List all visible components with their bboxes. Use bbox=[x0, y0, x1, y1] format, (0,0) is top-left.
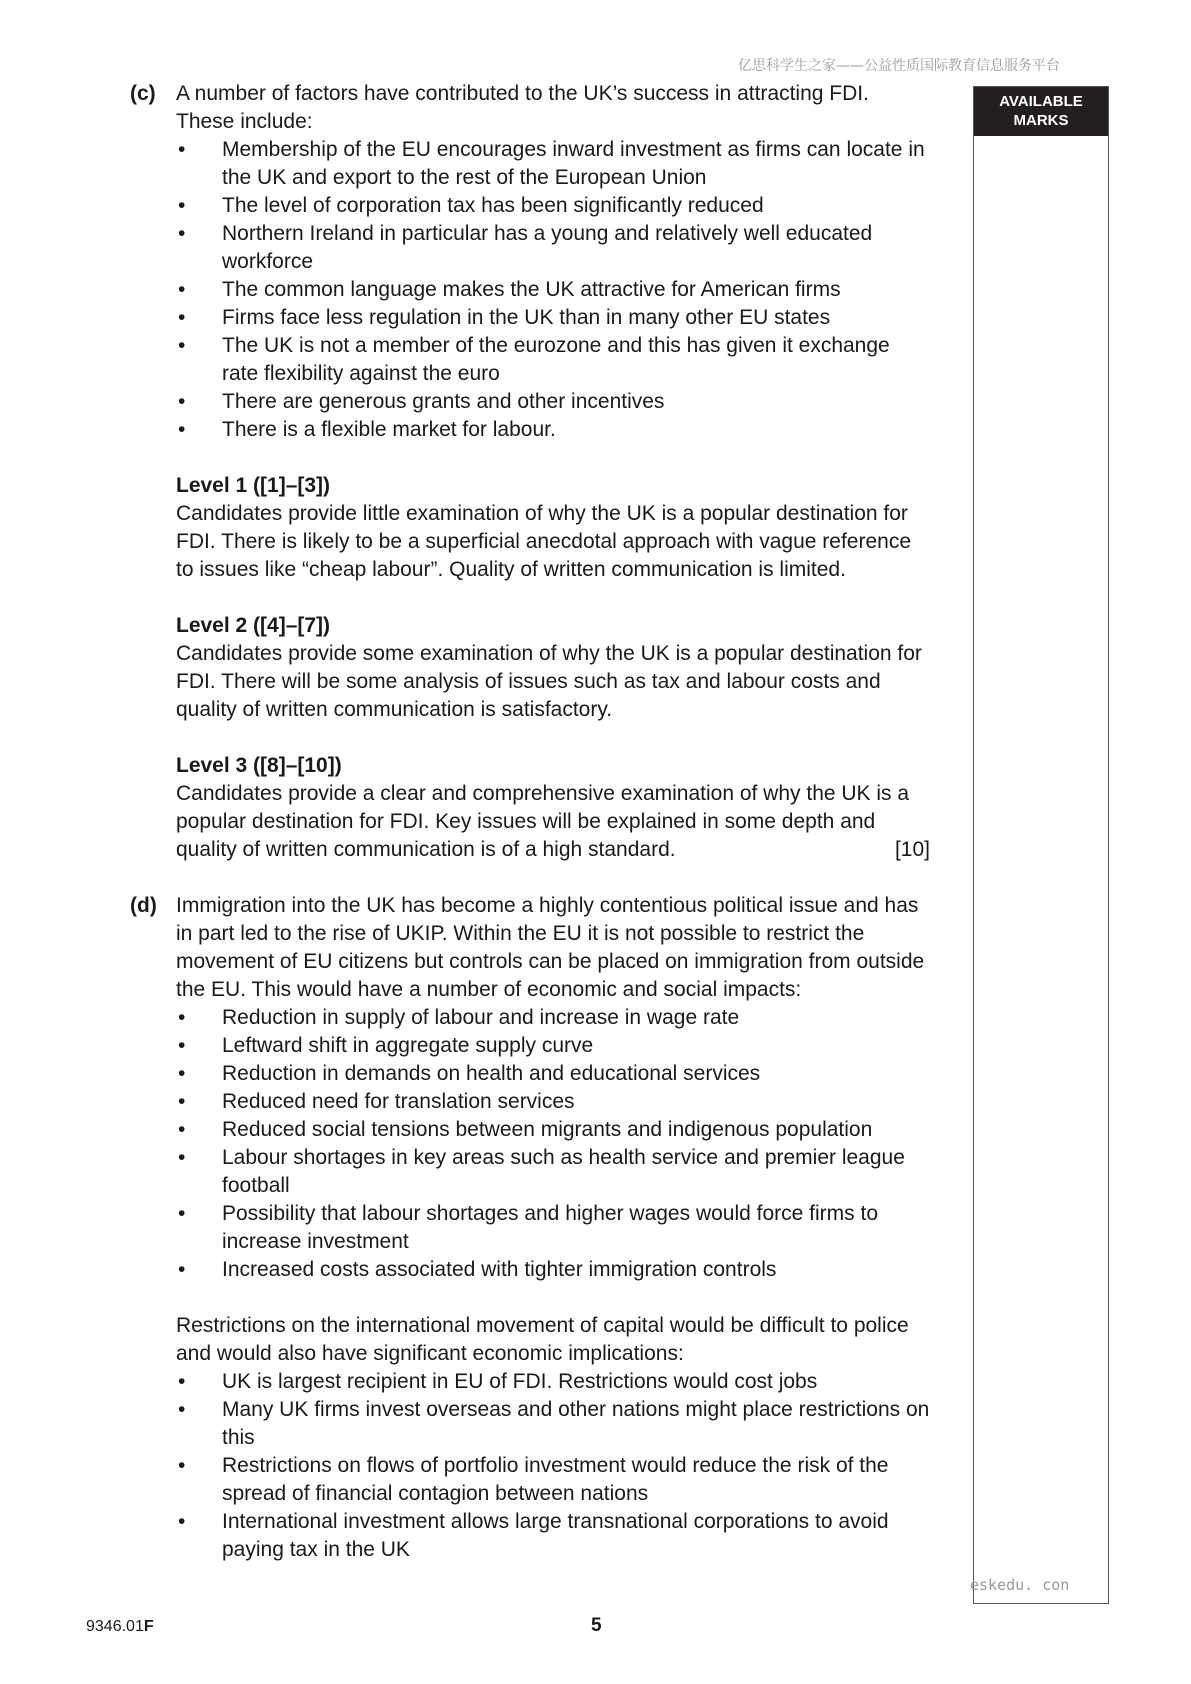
list-item: • Reduced need for translation services bbox=[176, 1088, 930, 1116]
list-item: • International investment allows large transnational corporations to avoid paying tax in the UK bbox=[176, 1508, 930, 1564]
part-d-impact-list bbox=[176, 1004, 930, 1284]
available-marks-header bbox=[974, 87, 1108, 136]
level-2-title: Level 2 ([4]–[7]) bbox=[176, 614, 331, 637]
list-item: • Northern Ireland in particular has a young and relatively well educated workforce bbox=[176, 220, 930, 276]
part-d-intro: Immigration into the UK has become a highly contentious political issue and has in part led to the rise of UKIP. Within the EU it is not possible to restrict the movement of EU citizens but controls can be placed on immigration from outside the EU. This would have a number of economic and social impacts: bbox=[176, 894, 925, 1001]
list-item: • Reduction in demands on health and educational services bbox=[176, 1060, 930, 1088]
part-d-label: (d) bbox=[130, 894, 157, 917]
list-item: • Reduced social tensions between migrants and indigenous population bbox=[176, 1116, 930, 1144]
list-item: • There is a flexible market for labour. bbox=[176, 416, 930, 444]
level-3-title: Level 3 ([8]–[10]) bbox=[176, 754, 342, 777]
page-number: 5 bbox=[591, 1615, 602, 1636]
part-c bbox=[130, 80, 930, 864]
list-item: • Leftward shift in aggregate supply curve bbox=[176, 1032, 930, 1060]
list-item: • Labour shortages in key areas such as health service and premier league football bbox=[176, 1144, 930, 1200]
part-c-factor-list bbox=[176, 136, 930, 444]
available-marks-label-1: AVAILABLE bbox=[999, 93, 1083, 110]
list-item: • UK is largest recipient in EU of FDI. Restrictions would cost jobs bbox=[176, 1368, 930, 1396]
list-item: • Possibility that labour shortages and higher wages would force firms to increase investment bbox=[176, 1200, 930, 1256]
available-marks-column bbox=[973, 86, 1109, 1604]
capital-restrictions-intro: Restrictions on the international movement of capital would be difficult to police and would also have significant economic implications: bbox=[176, 1314, 909, 1365]
list-item: • Membership of the EU encourages inward investment as firms can locate in the UK and export to the rest of the European Union bbox=[176, 136, 930, 192]
footer-watermark: eskedu. con bbox=[970, 1576, 1070, 1594]
paper-code-number: 9346.01 bbox=[86, 1618, 144, 1635]
list-item: • Firms face less regulation in the UK than in many other EU states bbox=[176, 304, 930, 332]
part-c-label: (c) bbox=[130, 82, 156, 105]
paper-code bbox=[86, 1618, 154, 1636]
list-item: • Many UK firms invest overseas and other nations might place restrictions on this bbox=[176, 1396, 930, 1452]
paper-code-suffix: F bbox=[143, 1618, 154, 1635]
level-2-description: Candidates provide some examination of why the UK is a popular destination for FDI. There will be some analysis of issues such as tax and labour costs and quality of written communication is satisfactory. bbox=[176, 642, 922, 721]
part-c-marks: [10] bbox=[894, 838, 930, 861]
mark-scheme-content bbox=[130, 80, 930, 1564]
part-c-intro: A number of factors have contributed to the UK’s success in attracting FDI. These include: bbox=[176, 82, 869, 133]
level-3-block bbox=[176, 780, 930, 864]
capital-restrictions-list bbox=[176, 1368, 930, 1564]
list-item: • There are generous grants and other incentives bbox=[176, 388, 930, 416]
level-1-title: Level 1 ([1]–[3]) bbox=[176, 474, 331, 497]
level-1-description: Candidates provide little examination of why the UK is a popular destination for FDI. There is likely to be a superficial anecdotal approach with vague reference to issues like “cheap labour”. Quality of written communication is limited. bbox=[176, 502, 912, 581]
part-d bbox=[130, 892, 930, 1564]
header-watermark: 亿思科学生之家——公益性质国际教育信息服务平台 bbox=[738, 58, 1060, 74]
list-item: • Restrictions on flows of portfolio investment would reduce the risk of the spread of financial contagion between nations bbox=[176, 1452, 930, 1508]
list-item: • The common language makes the UK attractive for American firms bbox=[176, 276, 930, 304]
list-item: • Reduction in supply of labour and increase in wage rate bbox=[176, 1004, 930, 1032]
available-marks-label-2: MARKS bbox=[1013, 112, 1069, 129]
list-item: • The level of corporation tax has been significantly reduced bbox=[176, 192, 930, 220]
list-item: • Increased costs associated with tighter immigration controls bbox=[176, 1256, 930, 1284]
level-3-description: Candidates provide a clear and comprehensive examination of why the UK is a popular destination for FDI. Key issues will be explained in some depth and quality of written communication is of a high standard. bbox=[176, 782, 910, 861]
list-item: • The UK is not a member of the eurozone and this has given it exchange rate flexibility against the euro bbox=[176, 332, 930, 388]
